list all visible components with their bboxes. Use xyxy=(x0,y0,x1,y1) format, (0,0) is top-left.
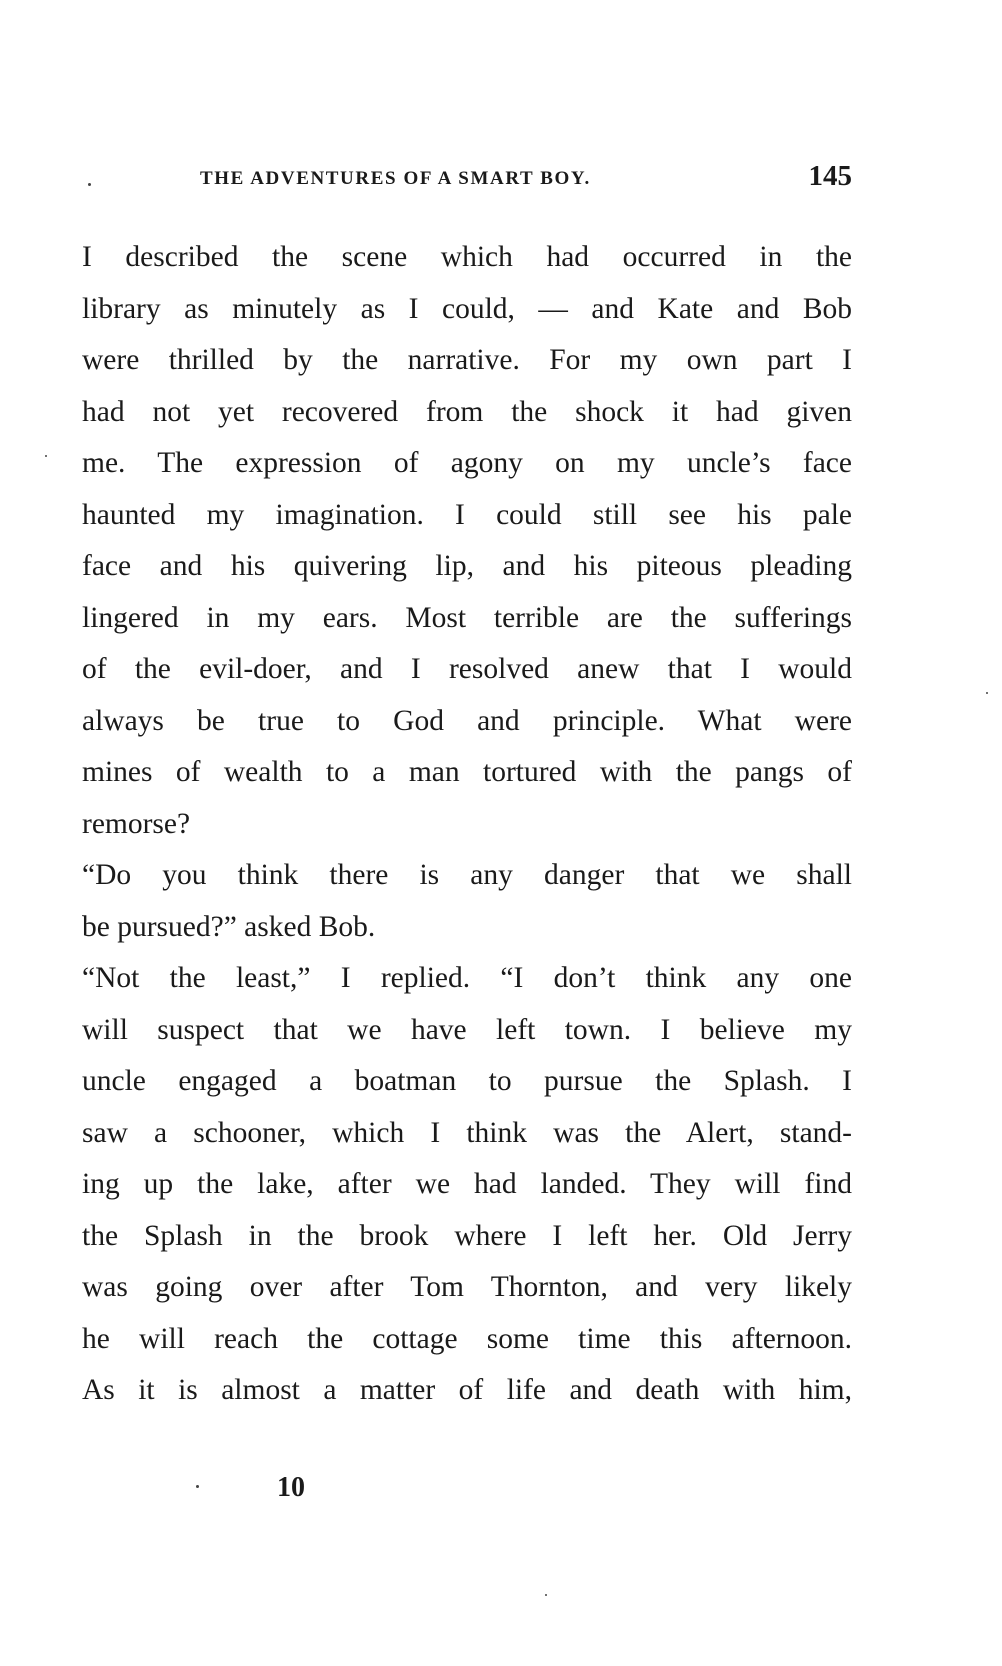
text-line: I described the scene which had occurred in the xyxy=(82,241,852,273)
body-text xyxy=(82,232,852,1417)
paragraph-2 xyxy=(82,850,852,953)
text-line: always be true to God and principle. What were xyxy=(82,704,852,737)
text-line: lingered in my ears. Most terrible are the sufferings xyxy=(82,601,852,634)
paragraph-1 xyxy=(82,232,852,850)
print-speck xyxy=(196,1485,199,1488)
signature-mark: 10 xyxy=(277,1472,305,1503)
paragraph-3 xyxy=(82,953,852,1417)
text-line: of the evil-doer, and I resolved anew that I would xyxy=(82,653,852,685)
print-speck xyxy=(545,1594,547,1596)
page-number: 145 xyxy=(808,160,852,192)
text-line: face and his quivering lip, and his piteous pleading xyxy=(82,550,852,582)
running-title: THE ADVENTURES OF A SMART BOY. xyxy=(200,168,591,189)
text-line: be pursued?” asked Bob. xyxy=(82,910,376,943)
text-line: saw a schooner, which I think was the Alert, stand- xyxy=(82,1116,852,1149)
text-line: uncle engaged a boatman to pursue the Splash. I xyxy=(82,1065,852,1097)
text-line: ing up the lake, after we had landed. They will find xyxy=(82,1168,852,1200)
text-line: the Splash in the brook where I left her. Old Jerry xyxy=(82,1219,852,1252)
text-line: were thrilled by the narrative. For my own part I xyxy=(82,344,852,376)
text-line: mines of wealth to a man tortured with the pangs of xyxy=(82,756,852,788)
text-line: will suspect that we have left town. I believe my xyxy=(82,1013,852,1046)
text-line: library as minutely as I could, — and Kate and Bob xyxy=(82,292,852,325)
text-line: “Do you think there is any danger that we shall xyxy=(82,859,852,891)
text-line: As it is almost a matter of life and death with him, xyxy=(82,1374,852,1406)
text-line: “Not the least,” I replied. “I don’t think any one xyxy=(82,962,852,994)
print-speck xyxy=(45,455,47,457)
running-head xyxy=(82,160,852,200)
text-line: haunted my imagination. I could still see his pale xyxy=(82,498,852,531)
text-line: me. The expression of agony on my uncle’s face xyxy=(82,447,852,479)
text-line: he will reach the cottage some time this afternoon. xyxy=(82,1322,852,1355)
print-speck xyxy=(88,183,91,186)
text-line: remorse? xyxy=(82,807,191,840)
print-speck xyxy=(986,692,988,694)
text-line: was going over after Tom Thornton, and very likely xyxy=(82,1271,852,1303)
text-line: had not yet recovered from the shock it had given xyxy=(82,395,852,428)
